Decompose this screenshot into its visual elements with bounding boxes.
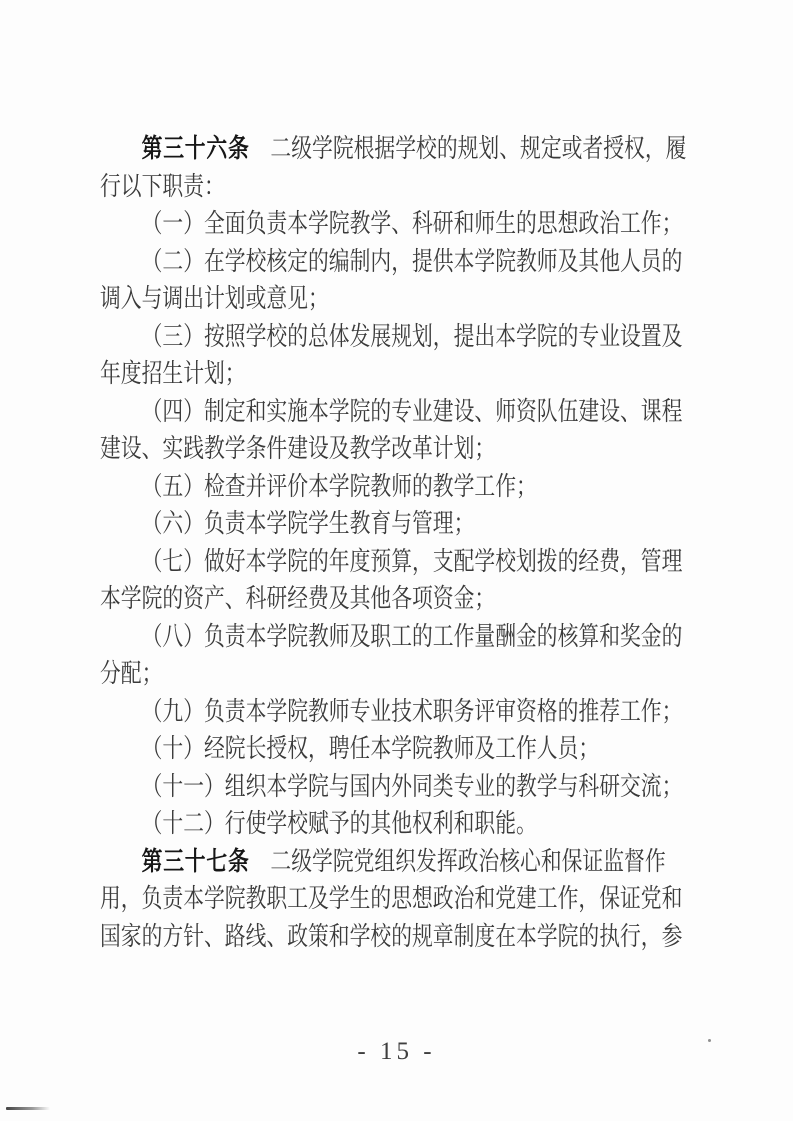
line-text: （七）做好本学院的年度预算，支配学校划拨的经费，管理 <box>141 546 683 576</box>
scan-artifact-dot <box>708 1039 711 1042</box>
line-text: （四）制定和实施本学院的专业建设、师资队伍建设、课程 <box>141 396 683 426</box>
line-text: （十二）行使学校赋予的其他权利和职能。 <box>141 809 537 838</box>
text-line <box>100 130 692 168</box>
line-text: 用，负责本学院教职工及学生的思想政治和党建工作，保证党和 <box>100 884 683 913</box>
text-line <box>100 805 692 843</box>
text-line <box>100 355 692 393</box>
line-text: 二级学院党组织发挥政治核心和保证监督作 <box>249 846 666 876</box>
text-line <box>100 205 692 243</box>
article-number: 第三十七条 <box>141 846 250 876</box>
line-text: （六）负责本学院学生教育与管理； <box>141 509 475 538</box>
document-lines <box>100 130 700 955</box>
text-line <box>100 318 692 356</box>
line-text: 分配； <box>100 659 163 688</box>
text-line <box>100 655 692 693</box>
line-text: （二）在学校核定的编制内，提供本学院教师及其他人员的 <box>141 246 683 276</box>
line-text: 国家的方针、路线、政策和学校的规章制度在本学院的执行，参 <box>100 921 683 951</box>
text-line <box>100 918 692 956</box>
text-line <box>100 430 692 468</box>
line-text: （十）经院长授权，聘任本学院教师及工作人员； <box>141 734 600 763</box>
text-line <box>100 693 692 731</box>
line-text: （三）按照学校的总体发展规划，提出本学院的专业设置及 <box>141 321 683 351</box>
line-text: 建设、实践教学条件建设及教学改革计划； <box>100 434 496 463</box>
text-line <box>100 843 692 881</box>
scan-artifact-line <box>6 1107 50 1110</box>
text-line <box>100 580 692 618</box>
text-line <box>100 280 692 318</box>
line-text: （一）全面负责本学院教学、科研和师生的思想政治工作； <box>141 209 683 238</box>
line-text: 本学院的资产、科研经费及其他各项资金； <box>100 584 496 613</box>
text-line <box>100 168 692 206</box>
article-number: 第三十六条 <box>141 134 250 163</box>
line-text: 年度招生计划； <box>100 359 246 388</box>
line-text: （十一）组织本学院与国内外同类专业的教学与科研交流； <box>141 771 683 801</box>
text-line <box>100 880 692 918</box>
text-line <box>100 393 692 431</box>
page-number: - 15 - <box>357 1038 436 1065</box>
text-line <box>100 468 692 506</box>
text-line <box>100 768 692 806</box>
line-text: （八）负责本学院教师及职工的工作量酬金的核算和奖金的 <box>141 621 683 651</box>
line-text: 行以下职责： <box>100 171 225 201</box>
line-text: （九）负责本学院教师专业技术职务评审资格的推荐工作； <box>141 696 683 726</box>
text-line <box>100 730 692 768</box>
text-line <box>100 618 692 656</box>
line-text: （五）检查并评价本学院教师的教学工作； <box>141 471 537 501</box>
line-text: 调入与调出计划或意见； <box>100 284 329 313</box>
line-text: 二级学院根据学校的规划、规定或者授权，履 <box>249 134 687 163</box>
text-line <box>100 543 692 581</box>
text-line <box>100 505 692 543</box>
text-line <box>100 243 692 281</box>
